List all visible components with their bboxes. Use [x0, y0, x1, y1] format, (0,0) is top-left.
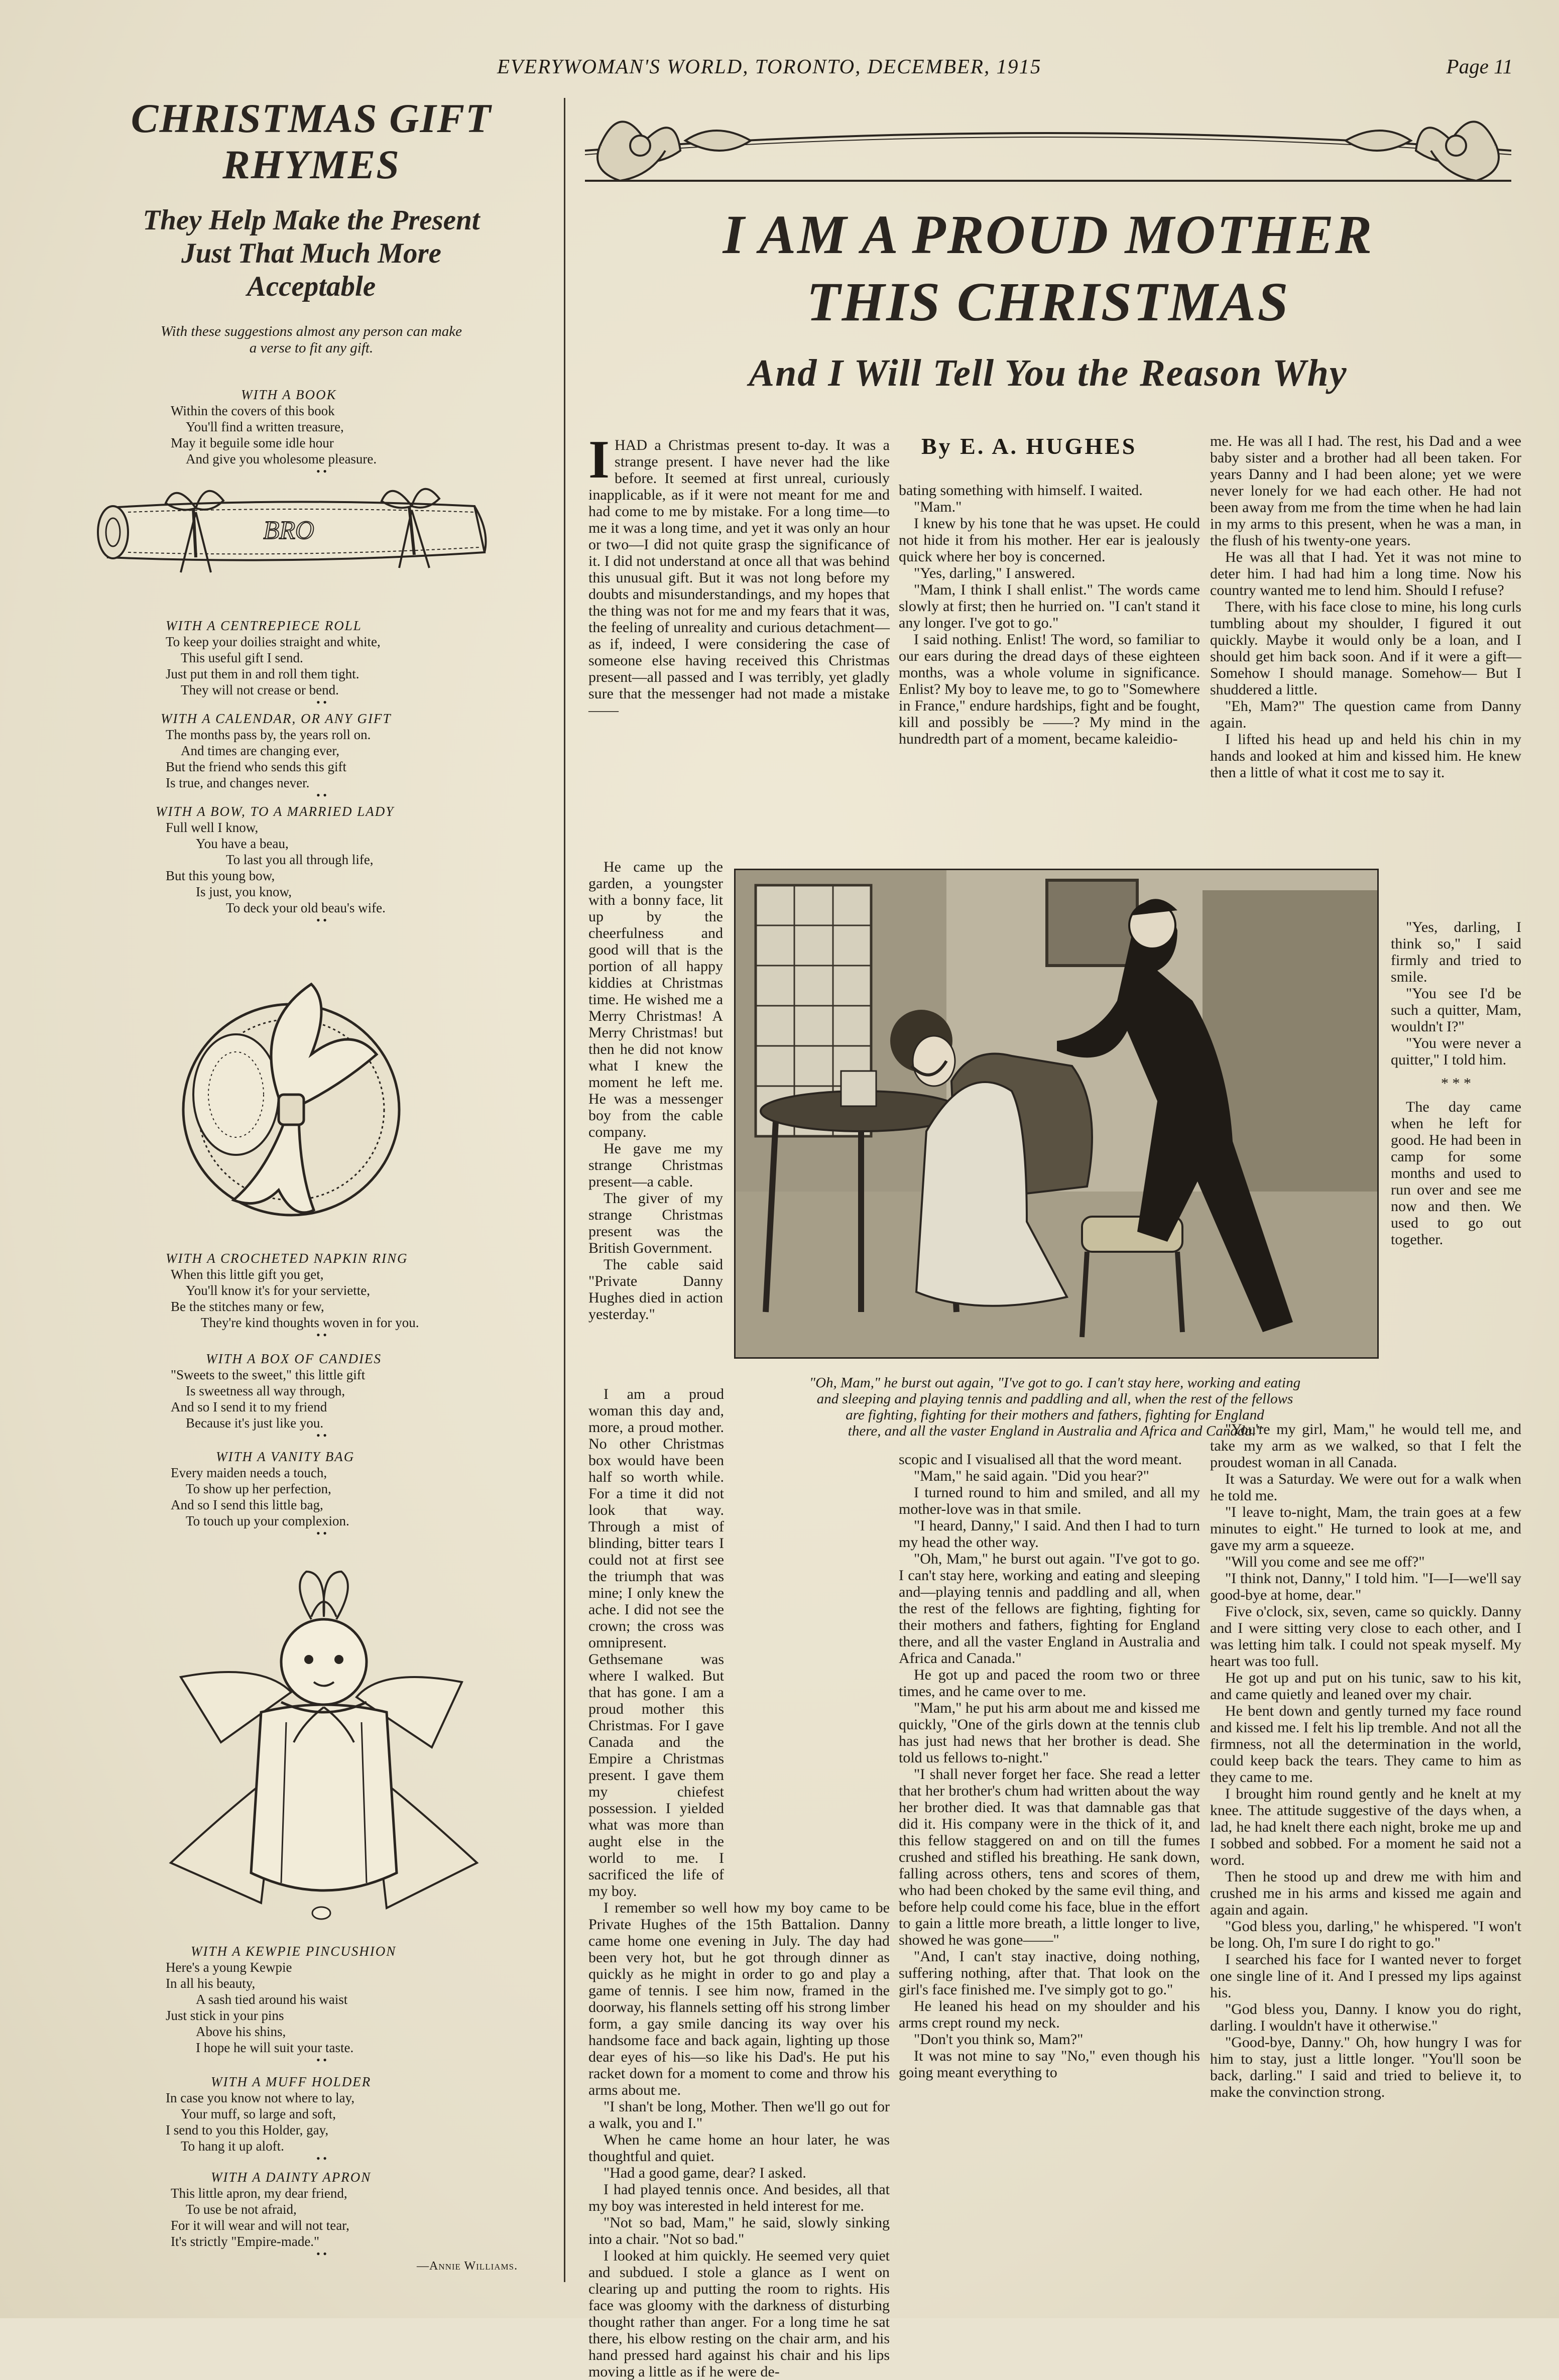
story-paragraph: I said nothing. Enlist! The word, so familiar to our ears during the dread days of these eighteen months, was a whole volume in significance. Enlist? My boy to leave me, to go to "Somewhere in France," endure hardships, fight and be fought, kill and possibly be ——? My mind in the hundredth part of a moment, became kaleidio-	[899, 631, 1200, 747]
poem-line: You'll find a written treasure,	[186, 419, 344, 434]
poem-title: WITH A MUFF HOLDER	[211, 2074, 372, 2089]
poem-line: To touch up your complexion.	[186, 1513, 349, 1528]
poem-line: A sash tied around his waist	[196, 1992, 348, 2007]
poem-line: Above his shins,	[196, 2024, 286, 2039]
story-paragraph: bating something with himself. I waited.	[899, 482, 1143, 499]
ornament-dots: • •	[316, 2152, 327, 2165]
story-paragraph: I am a proud woman this day and, more, a proud mother. No other Christmas box would have been half so worth while. For a time it did not look that way. Through a mist of blinding, bitter tears I could not at first see the triumph that was mine; I only knew the ache. I did not see the crown; the cross was omnipresent. Gethsemane was where I walked. But that has gone. I am a proud mother this Christmas. For I gave Canada and the Empire a Christmas present. I gave them my chiefest possession. I yielded what was more than aught else in the world to me. I sacrificed the life of my boy.	[588, 1386, 724, 1899]
story-paragraph: "Mam," he put his arm about me and kissed me quickly, "One of the girls down at the tennis club has just had news that her brother is dead. She told us fellows to-night."	[899, 1700, 1200, 1766]
poem-title: WITH A CALENDAR, OR ANY GIFT	[161, 711, 392, 726]
poem-line: But the friend who sends this gift	[166, 759, 346, 774]
poem-line: You have a beau,	[196, 836, 289, 851]
story-paragraph: It was not mine to say "No," even though his going meant everything to	[899, 2048, 1200, 2081]
poem-line: When this little gift you get,	[171, 1267, 324, 1282]
story-paragraph: "Mam," he said again. "Did you hear?"	[914, 1468, 1149, 1484]
illustration-caption	[734, 1375, 1376, 1439]
story-paragraph: He leaned his head on my shoulder and his arms crept round my neck.	[899, 1998, 1200, 2031]
story-paragraph: me. He was all I had. The rest, his Dad and a wee baby sister and a brother had all been taken. For years Danny and I had been alone; yet we were never lonely for we had each other. He had not been away from me from the time when he had lain in my arms to this present, when he was a man, in the flush of his twenty-one years.	[1210, 433, 1521, 549]
story-paragraph: He bent down and gently turned my face round and kissed me. I felt his lip tremble. And not all the firmness, not all the determination in the world, could keep back the tears. They came to him as they came to me.	[1210, 1703, 1521, 1786]
story-byline: By E. A. HUGHES	[921, 433, 1137, 459]
story-paragraph: I looked at him quickly. He seemed very quiet and subdued. I stole a glance as I went on clearing up and putting the room to rights. His face was gloomy with the darkness of disturbing thought rather than anger. For a long time he sat there, his elbow resting on the chair arm, and his hand pressed hard against his chair and his lips moving a little as if he were de-	[588, 2247, 890, 2380]
rhymes-intro-line2: a verse to fit any gift.	[249, 340, 374, 356]
story-paragraph: The cable said "Private Danny Hughes died in action yesterday."	[588, 1256, 723, 1323]
mother-and-son-scene	[736, 870, 1377, 1357]
header-page-number: Page 11	[1446, 55, 1513, 78]
story-paragraph: I knew by his tone that he was upset. He could not hide it from his mother. Her ear is jealously quick where her boy is concerned.	[899, 515, 1200, 565]
story-paragraph: There, with his face close to mine, his long curls tumbling about my shoulder, I figured it out quickly. Maybe it would only be a loan, and I should get him back soon. And if it were a gift— Somehow I should manage. Somehow— But I shuddered a little.	[1210, 599, 1521, 698]
poem	[90, 618, 492, 707]
story-paragraph: "And, I can't stay inactive, doing nothing, suffering nothing, after that. That look on the girl's face finished me. I've simply got to go."	[899, 1948, 1200, 1998]
poem-title: WITH A BOW, TO A MARRIED LADY	[156, 804, 395, 819]
poem-line: Full well I know,	[166, 820, 259, 835]
story-paragraph: "Mam, I think I shall enlist." The words came slowly at first; then he hurried on. "I can't stand it any longer. I've got to go."	[899, 581, 1200, 631]
poem-line: To hang it up aloft.	[181, 2138, 284, 2154]
poem-line: In case you know not where to lay,	[166, 2090, 355, 2105]
rhymes-title-line2: RHYMES	[222, 142, 400, 187]
ornament-dots: • •	[316, 2054, 327, 2066]
poem-line: Is sweetness all way through,	[186, 1383, 345, 1398]
poem-line: You'll know it's for your serviette,	[186, 1283, 370, 1298]
story-paragraph: I turned round to him and smiled, and all my mother-love was in that smile.	[899, 1484, 1200, 1517]
story-title	[580, 201, 1516, 335]
rhymes-title	[75, 95, 547, 188]
story-paragraph: I lifted his head up and held his chin in my hands and looked at him and kissed him. He knew then a little of what it cost me to say it.	[1210, 731, 1521, 781]
story-subtitle: And I Will Tell You the Reason Why	[749, 352, 1348, 394]
story-paragraph: "God bless you, Danny. I know you do right, darling. I wouldn't have it otherwise."	[1210, 2001, 1521, 2034]
caption-line: there, and all the vaster England in Australia and Africa and Canada."	[848, 1423, 1262, 1439]
rhymes-subtitle	[75, 204, 547, 303]
story-paragraph: "Had a good game, dear? I asked.	[604, 2165, 806, 2181]
story-column-2-bottom	[899, 1451, 1200, 2081]
poem-line: And give you wholesome pleasure.	[186, 451, 377, 466]
story-paragraph: I had played tennis once. And besides, all that my boy was interested in held interest for me.	[588, 2181, 890, 2214]
poem-line: Within the covers of this book	[171, 403, 335, 418]
story-paragraph: "Yes, darling," I answered.	[914, 565, 1075, 581]
story-paragraph: "I heard, Danny," I said. And then I had to turn my head the other way.	[899, 1517, 1200, 1551]
story-column-3-narrow	[1391, 919, 1521, 1248]
poem-title: WITH A BOX OF CANDIES	[206, 1351, 382, 1366]
roll-label: BRO	[263, 516, 314, 545]
story-paragraph: "I leave to-night, Mam, the train goes at a few minutes to eight." He turned to look at me, and gave my arm a squeeze.	[1210, 1504, 1521, 1554]
poem	[90, 2169, 492, 2258]
poem	[90, 2074, 492, 2163]
rhymes-title-line1: CHRISTMAS GIFT	[131, 95, 492, 141]
story-paragraph: "I shan't be long, Mother. Then we'll go out for a walk, you and I."	[588, 2098, 890, 2131]
opening-text: HAD a Christmas present to-day. It was a strange present. I have never had the like before. It seemed at first unreal, curiously inapplicable, as if it were not meant for me and had come to me by mistake. For a long time—to me it was a long time, and yet it was only an hour or two—I did not quite grasp the significance of it. I did not understand at once all that was behind this unusual gift. But it was not long before my doubts and misunderstandings, and my hopes that the thing was not for me and my fears that it was, the feeling of unreality and curious detachment—as if, indeed, I were considering the case of someone else having received this Christmas present—all passed and I was terribly, yet gladly sure that the messenger had not made a mistake——	[588, 437, 890, 719]
poem-line: This useful gift I send.	[181, 650, 303, 665]
story-paragraph: Then he stood up and drew me with him and crushed me in his arms and kissed me again and again and again.	[1210, 1868, 1521, 1918]
story-paragraph: He got up and paced the room two or three times, and he came over to me.	[899, 1667, 1200, 1700]
ornament-dots: • •	[316, 696, 327, 708]
ornament-dots: • •	[316, 1429, 327, 1442]
ornament-dots: • •	[316, 1329, 327, 1341]
section-break-stars: * * *	[1441, 1075, 1471, 1092]
story-column-1-narrow	[588, 859, 723, 1323]
story-paragraph: "God bless you, darling," he whispered. "I won't be long. Oh, I'm sure I do right to go."	[1210, 1918, 1521, 1951]
poem-line: To last you all through life,	[226, 852, 374, 867]
poem-line: To use be not afraid,	[186, 2202, 297, 2217]
poem-line: Just stick in your pins	[166, 2008, 284, 2023]
poem-title: WITH A KEWPIE PINCUSHION	[191, 1944, 397, 1959]
drop-cap: I	[588, 430, 610, 490]
poem-line: Be the stitches many or few,	[171, 1299, 324, 1314]
story-paragraph: He came up the garden, a youngster with a bonny face, lit up by the cheerfulness and good will that is the portion of all happy kiddies at Christmas time. He wished me a Merry Christmas! A Merry Christmas! but then he did not know what I knew the moment he left me. He was a messenger boy from the cable company.	[588, 859, 723, 1140]
story-paragraph: "You see I'd be such a quitter, Mam, wouldn't I?"	[1391, 985, 1521, 1035]
story-paragraph: "Good-bye, Danny." Oh, how hungry I was for him to stay, just a little longer. "You'll soon be back, darling." I said and tried to believe it, to make the convinction strong.	[1210, 2034, 1521, 2100]
column-divider	[564, 98, 565, 2282]
story-paragraph: He gave me my strange Christmas present—a cable.	[588, 1140, 723, 1190]
poem-line: Is just, you know,	[196, 884, 292, 899]
ornament-dots: • •	[316, 914, 327, 926]
napkin-ring-illustration	[161, 944, 422, 1240]
poem	[90, 1351, 492, 1440]
floral-ornament-banner	[580, 95, 1516, 186]
ornament-dots: • •	[316, 1527, 327, 1539]
poem-line: Because it's just like you.	[186, 1415, 324, 1431]
poem-title: WITH A VANITY BAG	[216, 1449, 355, 1464]
poem-title: WITH A CROCHETED NAPKIN RING	[166, 1251, 408, 1266]
poem-line: To keep your doilies straight and white,	[166, 634, 381, 649]
kewpie-pincushion-illustration	[161, 1562, 487, 1933]
poem-title: WITH A BOOK	[241, 387, 337, 402]
story-paragraph: I searched his face for I wanted never to forget one single line of it. And I pressed my lips against his.	[1210, 1951, 1521, 2001]
story-title-line1: I AM A PROUD MOTHER	[723, 204, 1374, 265]
poem-line: They're kind thoughts woven in for you.	[201, 1315, 419, 1330]
story-paragraph: He got up and put on his tunic, saw to his kit, and came quietly and leaned over my chair.	[1210, 1670, 1521, 1703]
rhymes-subtitle-line1: They Help Make the Present	[143, 204, 480, 236]
caption-line: "Oh, Mam," he burst out again, "I've got to go. I can't stay here, working and eating	[809, 1375, 1301, 1391]
poem-line: To deck your old beau's wife.	[226, 900, 386, 915]
poem	[90, 710, 492, 800]
story-paragraph: "Don't you think so, Mam?"	[914, 2031, 1084, 2048]
story-title-line2: THIS CHRISTMAS	[806, 271, 1290, 332]
story-paragraph: "I shall never forget her face. She read a letter that her brother's chum had written about the way her brother died. It was that damnable gas that did it. His company were in the thick of it, and this fellow staggered on and on till the fumes crushed and stifled his breathing. He sank down, falling across others, tens and scores of them, who had been choked by the same evil thing, and before help could come his face, blue in the effort to gain a little more breath, a little longer to live, showed he was gone——"	[899, 1766, 1200, 1948]
poem-line: I send to you this Holder, gay,	[166, 2122, 329, 2137]
story-paragraph: scopic and I visualised all that the word meant.	[899, 1451, 1182, 1468]
poem-line: And so I send it to my friend	[171, 1399, 327, 1414]
caption-line: and sleeping and playing tennis and paddling and all, when the rest of the fellows	[816, 1391, 1293, 1407]
story-paragraph: When he came home an hour later, he was thoughtful and quiet.	[588, 2131, 890, 2165]
poem-title: WITH A CENTREPIECE ROLL	[166, 618, 362, 633]
poem-title: WITH A DAINTY APRON	[211, 2170, 372, 2185]
rhymes-subtitle-line2: Just That Much More	[181, 237, 441, 269]
poem	[90, 803, 492, 925]
story-paragraph: Five o'clock, six, seven, came so quickly. Danny and I were sitting very close to each other, and I was letting him talk. I could not speak myself. My heart was too full.	[1210, 1603, 1521, 1670]
running-header	[0, 54, 1559, 84]
centrepiece-roll-illustration	[88, 477, 500, 592]
story-paragraph: "Not so bad, Mam," he said, slowly sinking into a chair. "Not so bad."	[588, 2214, 890, 2247]
caption-line: are fighting, fighting for their mothers and fathers, fighting for England	[846, 1407, 1264, 1423]
story-illustration	[734, 869, 1379, 1359]
story-paragraph: "I think not, Danny," I told him. "I—I—we'll say good-bye at home, dear."	[1210, 1570, 1521, 1603]
poem-line: They will not crease or bend.	[181, 682, 339, 697]
rhymes-subtitle-line3: Acceptable	[247, 271, 376, 302]
poem-line: Is true, and changes never.	[166, 775, 310, 790]
story-paragraph: "Mam."	[914, 499, 962, 515]
poem-signature: —Annie Williams.	[417, 2259, 518, 2273]
header-publication: EVERYWOMAN'S WORLD, TORONTO, DECEMBER, 1915	[497, 55, 1042, 78]
story-paragraph: "You're my girl, Mam," he would tell me, and take my arm as we walked, so that I felt the proudest woman in all Canada.	[1210, 1421, 1521, 1471]
story-column-1-bottom	[588, 1386, 890, 2380]
gift-rhymes-column	[75, 95, 547, 356]
poem-line: I hope he will suit your taste.	[196, 2040, 354, 2055]
story-opening-paragraph	[588, 430, 890, 719]
story-column-1	[588, 430, 890, 719]
ornament-dots: • •	[316, 465, 327, 478]
poem-line: In all his beauty,	[166, 1976, 256, 1991]
poem-line: To show up her perfection,	[186, 1481, 331, 1496]
poem	[90, 1943, 492, 2065]
poem	[90, 1250, 492, 1340]
poem-line: And times are changing ever,	[181, 743, 340, 758]
story-paragraph: The giver of my strange Christmas present was the British Government.	[588, 1190, 723, 1256]
story-paragraph: It was a Saturday. We were out for a walk when he told me.	[1210, 1471, 1521, 1504]
ornament-dots: • •	[316, 2247, 327, 2260]
poem	[90, 387, 492, 476]
poem-line: Just put them in and roll them tight.	[166, 666, 359, 681]
poem-line: But this young bow,	[166, 868, 275, 883]
story-paragraph: I remember so well how my boy came to be Private Hughes of the 15th Battalion. Danny came home one evening in July. The day had been very hot, but he got through dinner as quickly as he might in order to go and play a game of tennis. I see him now, framed in the doorway, his flannels setting off his strong limber form, a gay smile dancing its way over his handsome face and back again, lighting up those dear eyes of his—so like his Dad's. He put his racket down for a moment to come and throw his arms about me.	[588, 1899, 890, 2098]
story-paragraph: The day came when he left for good. He had been in camp for some months and used to run over and see me now and then. We used to go out together.	[1391, 1099, 1521, 1248]
poem-line: "Sweets to the sweet," this little gift	[171, 1367, 366, 1382]
story-paragraph: "Will you come and see me off?"	[1225, 1554, 1425, 1570]
story-paragraph: I brought him round gently and he knelt at my knee. The attitude suggestive of the days when, a lad, he had knelt there each night, broke me up and I sobbed and sobbed. For a moment he said not a word.	[1210, 1786, 1521, 1868]
poem	[90, 1449, 492, 1538]
story-paragraph: "Eh, Mam?" The question came from Danny again.	[1210, 698, 1521, 731]
poem-line: May it beguile some idle hour	[171, 435, 334, 450]
story-paragraph: "Oh, Mam," he burst out again. "I've got to go. I can't stay here, working and eating and sleeping and—playing tennis and paddling and all, when the rest of the fellows are fighting, fighting for their mothers and fathers, fighting for England there, and all the vaster England in Australia and Africa and Canada."	[899, 1551, 1200, 1667]
poem-line: The months pass by, the years roll on.	[166, 727, 371, 742]
story-paragraph: "Yes, darling, I think so," I said firmly and tried to smile.	[1391, 919, 1521, 985]
poem-line: This little apron, my dear friend,	[171, 2186, 347, 2201]
poem-line: Every maiden needs a touch,	[171, 1465, 327, 1480]
poem-line: For it will wear and will not tear,	[171, 2218, 349, 2233]
poem-line: Here's a young Kewpie	[166, 1960, 292, 1975]
poem-line: And so I send this little bag,	[171, 1497, 323, 1512]
rhymes-intro-line1: With these suggestions almost any person can make	[160, 323, 462, 339]
story-column-3	[1210, 433, 1521, 781]
ornament-dots: • •	[316, 789, 327, 801]
story-paragraph: He was all that I had. Yet it was not mine to deter him. I had had him a long time. Now his country wanted me to lend him. Should I refuse?	[1210, 549, 1521, 599]
poem-line: Your muff, so large and soft,	[181, 2106, 336, 2121]
story-column-3-bottom	[1210, 1421, 1521, 2100]
story-paragraph: "You were never a quitter," I told him.	[1391, 1035, 1521, 1068]
story-column-2	[899, 482, 1200, 747]
rhymes-intro	[75, 323, 547, 356]
poem-line: It's strictly "Empire-made."	[171, 2234, 320, 2249]
